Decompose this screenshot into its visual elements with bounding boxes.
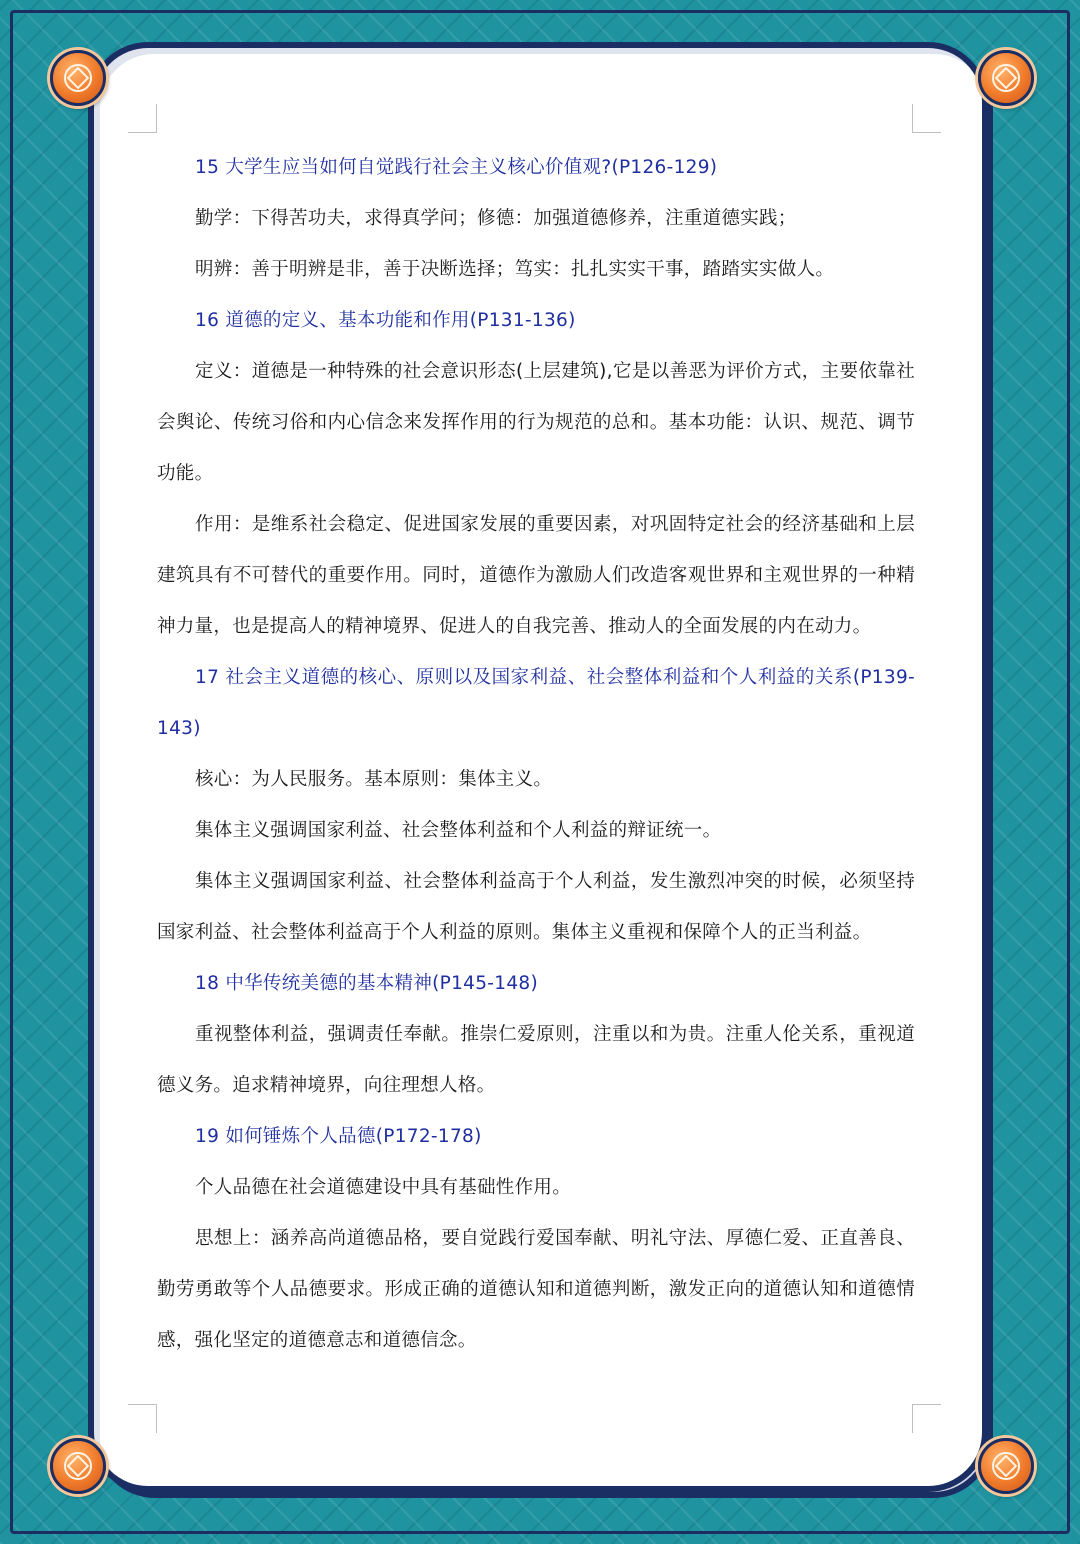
paragraph: 勤学：下得苦功夫，求得真学问；修德：加强道德修养，注重道德实践； (195, 208, 797, 229)
section-heading: 15 大学生应当如何自觉践行社会主义核心价值观?(P126-129) (195, 157, 718, 178)
paragraph: 核心：为人民服务。基本原则：集体主义。 (195, 769, 553, 790)
crop-mark-top-right (912, 104, 941, 133)
paragraph: 作用：是维系社会稳定、促进国家发展的重要因素，对巩固特定社会的经济基础和上层建筑具有不可替代的重要作用。同时，道德作为激励人们改造客观世界和主观世界的一种精神力量，也是提高人的精神境界、促进人的自我完善、推动人的全面发展的内在动力。 (157, 514, 915, 637)
paragraph: 定义：道德是一种特殊的社会意识形态(上层建筑),它是以善恶为评价方式，主要依靠社会舆论、传统习俗和内心信念来发挥作用的行为规范的总和。基本功能：认识、规范、调节功能。 (157, 361, 915, 484)
paragraph: 集体主义强调国家利益、社会整体利益和个人利益的辩证统一。 (195, 820, 722, 841)
document-body (157, 142, 915, 1366)
paragraph: 思想上：涵养高尚道德品格，要自觉践行爱国奉献、明礼守法、厚德仁爱、正直善良、勤劳勇敢等个人品德要求。形成正确的道德认知和道德判断，激发正向的道德认知和道德情感，强化坚定的道德意志和道德信念。 (157, 1228, 915, 1351)
section-heading: 16 道德的定义、基本功能和作用(P131-136) (195, 310, 576, 331)
crop-mark-top-left (128, 104, 157, 133)
crop-mark-bottom-right (912, 1404, 941, 1433)
paragraph: 重视整体利益，强调责任奉献。推崇仁爱原则，注重以和为贵。注重人伦关系，重视道德义务。追求精神境界，向往理想人格。 (157, 1024, 915, 1096)
medallion-icon (978, 1438, 1034, 1494)
paragraph: 明辨：善于明辨是非，善于决断选择；笃实：扎扎实实干事，踏踏实实做人。 (195, 259, 835, 280)
paragraph: 集体主义强调国家利益、社会整体利益高于个人利益，发生激烈冲突的时候，必须坚持国家利益、社会整体利益高于个人利益的原则。集体主义重视和保障个人的正当利益。 (157, 871, 915, 943)
paragraph: 个人品德在社会道德建设中具有基础性作用。 (195, 1177, 572, 1198)
medallion-icon (50, 50, 106, 106)
section-heading: 19 如何锤炼个人品德(P172-178) (195, 1126, 482, 1147)
crop-mark-bottom-left (128, 1404, 157, 1433)
medallion-icon (50, 1438, 106, 1494)
section-heading: 17 社会主义道德的核心、原则以及国家利益、社会整体利益和个人利益的关系(P139-143) (157, 667, 915, 739)
section-heading: 18 中华传统美德的基本精神(P145-148) (195, 973, 539, 994)
medallion-icon (978, 50, 1034, 106)
